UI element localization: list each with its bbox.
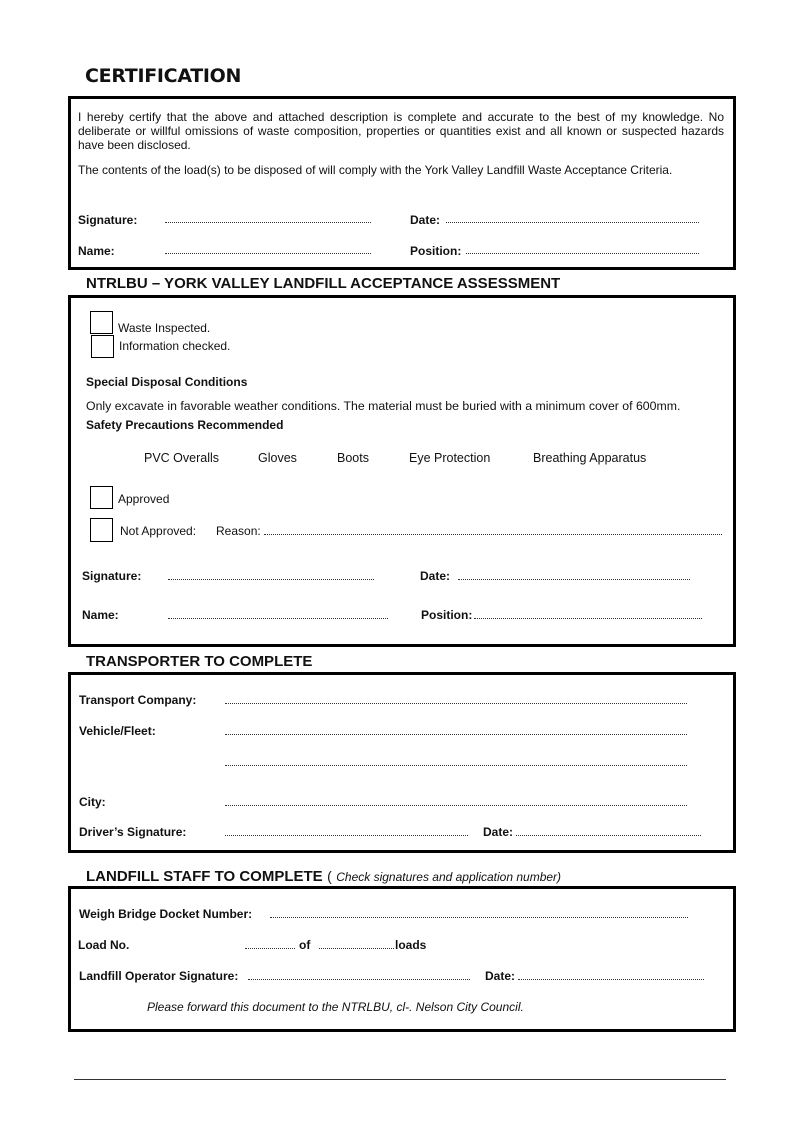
cert-position-label: Position: bbox=[410, 244, 462, 258]
cert-signature-field[interactable] bbox=[165, 222, 371, 223]
footer-divider bbox=[74, 1079, 726, 1080]
assessment-position-label: Position: bbox=[421, 608, 473, 622]
vehicle-fleet-field-line2[interactable] bbox=[225, 765, 687, 766]
weigh-bridge-docket-label: Weigh Bridge Docket Number: bbox=[79, 907, 253, 921]
assessment-name-label: Name: bbox=[82, 608, 119, 622]
certification-statement: I hereby certify that the above and attached description is complete and accurate to the best of my knowledge. No deliberate or willful omissions of waste composition, properties or quantities exist and all known or suspected hazards have been disclosed. bbox=[78, 110, 724, 152]
cert-name-label: Name: bbox=[78, 244, 115, 258]
waste-inspected-label: Waste Inspected. bbox=[118, 321, 211, 335]
safety-item-eye-protection: Eye Protection bbox=[409, 451, 491, 465]
vehicle-fleet-label: Vehicle/Fleet: bbox=[79, 724, 156, 738]
load-no-field[interactable] bbox=[245, 948, 295, 949]
driver-signature-label: Driver’s Signature: bbox=[79, 825, 187, 839]
driver-signature-field[interactable] bbox=[225, 835, 468, 836]
assessment-signature-label: Signature: bbox=[82, 569, 142, 583]
operator-signature-label: Landfill Operator Signature: bbox=[79, 969, 239, 983]
safety-item-boots: Boots bbox=[337, 451, 369, 465]
load-of-label: of bbox=[299, 938, 311, 952]
reason-label: Reason: bbox=[216, 524, 261, 538]
load-no-label: Load No. bbox=[78, 938, 130, 952]
operator-signature-field[interactable] bbox=[248, 979, 470, 980]
waste-inspected-checkbox[interactable] bbox=[90, 311, 113, 334]
transport-company-field[interactable] bbox=[225, 703, 687, 704]
cert-date-field[interactable] bbox=[446, 222, 699, 223]
assessment-date-label: Date: bbox=[420, 569, 451, 583]
landfill-staff-note: Check signatures and application number) bbox=[336, 870, 562, 884]
landfill-date-label: Date: bbox=[485, 969, 516, 983]
landfill-date-field[interactable] bbox=[518, 979, 704, 980]
certification-compliance: The contents of the load(s) to be disposed of will comply with the York Valley Landfill Waste Acceptance Criteria. bbox=[78, 163, 673, 177]
vehicle-fleet-field[interactable] bbox=[225, 734, 687, 735]
safety-item-gloves: Gloves bbox=[258, 451, 297, 465]
cert-name-field[interactable] bbox=[165, 253, 371, 254]
assessment-name-field[interactable] bbox=[168, 618, 388, 619]
assessment-date-field[interactable] bbox=[458, 579, 690, 580]
information-checked-label: Information checked. bbox=[119, 339, 231, 353]
loads-label: loads bbox=[395, 938, 427, 952]
total-loads-field[interactable] bbox=[319, 948, 394, 949]
approved-label: Approved bbox=[118, 492, 170, 506]
city-label: City: bbox=[79, 795, 106, 809]
transporter-date-field[interactable] bbox=[516, 835, 701, 836]
safety-item-pvc-overalls: PVC Overalls bbox=[144, 451, 220, 465]
safety-precautions-heading: Safety Precautions Recommended bbox=[86, 418, 284, 432]
reason-field[interactable] bbox=[264, 534, 722, 535]
cert-date-label: Date: bbox=[410, 213, 441, 227]
city-field[interactable] bbox=[225, 805, 687, 806]
transporter-title: TRANSPORTER TO COMPLETE bbox=[86, 653, 313, 670]
cert-signature-label: Signature: bbox=[78, 213, 138, 227]
landfill-staff-heading bbox=[86, 868, 561, 886]
certification-title: CERTIFICATION bbox=[85, 65, 242, 87]
assessment-position-field[interactable] bbox=[474, 618, 702, 619]
transport-company-label: Transport Company: bbox=[79, 693, 197, 707]
weigh-bridge-docket-field[interactable] bbox=[270, 917, 688, 918]
not-approved-label: Not Approved: bbox=[120, 524, 197, 538]
information-checked-checkbox[interactable] bbox=[91, 335, 114, 358]
landfill-staff-title: LANDFILL STAFF TO COMPLETE bbox=[86, 868, 323, 885]
assessment-signature-field[interactable] bbox=[168, 579, 374, 580]
approved-checkbox[interactable] bbox=[90, 486, 113, 509]
cert-position-field[interactable] bbox=[466, 253, 699, 254]
assessment-title: NTRLBU – YORK VALLEY LANDFILL ACCEPTANCE ASSESSMENT bbox=[86, 275, 561, 292]
landfill-staff-paren: ( bbox=[327, 868, 332, 884]
special-disposal-text: Only excavate in favorable weather conditions. The material must be buried with a minimum cover of 600mm. bbox=[86, 399, 681, 413]
transporter-date-label: Date: bbox=[483, 825, 514, 839]
safety-item-breathing-apparatus: Breathing Apparatus bbox=[533, 451, 647, 465]
not-approved-checkbox[interactable] bbox=[90, 518, 113, 542]
forward-note: Please forward this document to the NTRLBU, cl-. Nelson City Council. bbox=[147, 1000, 524, 1014]
special-disposal-heading: Special Disposal Conditions bbox=[86, 375, 248, 389]
